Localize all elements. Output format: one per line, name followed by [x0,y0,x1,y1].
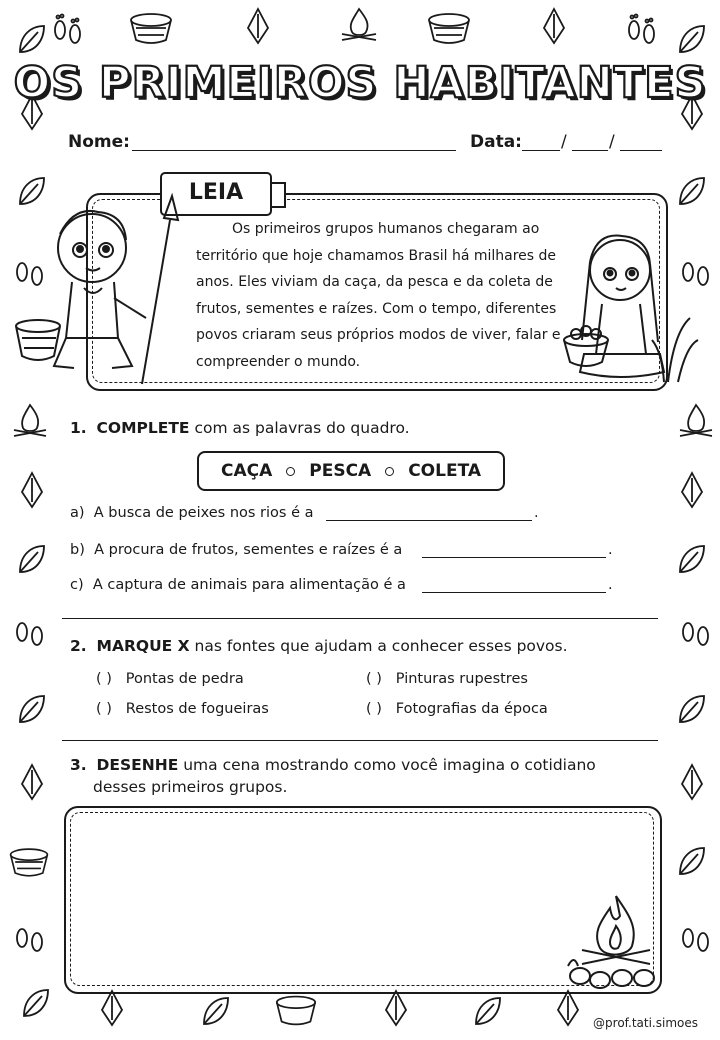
spearhead-icon [672,470,712,510]
leaf-icon [196,992,236,1032]
leaf-icon [12,540,52,580]
footprints-icon [622,10,662,50]
spearhead-icon [534,6,574,46]
campfire-illustration [566,892,666,996]
q1-answer-a-blank[interactable] [326,520,532,521]
checkbox-parentheses[interactable]: ( ) [96,701,112,717]
footprints-icon [676,612,716,652]
q1-item-b-end: . [608,542,613,558]
question-number: 1. [70,419,87,437]
name-label: Nome: [68,132,130,152]
leaf-icon [672,540,712,580]
word-bank-item: CAÇA [220,461,273,481]
date-year-field[interactable] [620,150,662,151]
spearhead-icon [376,988,416,1028]
footprints-icon [48,10,88,50]
word-bank-item: COLETA [408,461,482,481]
footprints-icon [10,612,50,652]
date-label: Data: [470,132,522,152]
question-keyword: MARQUE X [96,637,190,655]
option-label: Restos de fogueiras [125,701,269,717]
q1-answer-c-blank[interactable] [422,592,606,593]
leaf-icon [672,172,712,212]
checkbox-option[interactable] [366,701,548,717]
question-2-title [70,637,568,655]
question-text: com as palavras do quadro. [194,419,410,437]
option-label: Pinturas rupestres [395,671,528,687]
question-3-continuation: desses primeiros grupos. [93,778,288,796]
footprints-icon [10,918,50,958]
question-1-title [70,419,410,437]
checkbox-parentheses[interactable]: ( ) [366,701,382,717]
author-credit: @prof.tati.simoes [593,1016,698,1030]
question-keyword: COMPLETE [96,419,190,437]
q1-answer-b-blank[interactable] [422,557,606,558]
leaf-icon [468,992,508,1032]
q1-item-b: b) A procura de frutos, sementes e raízes é a [70,542,403,558]
basket-icon [126,8,176,48]
name-field[interactable] [132,150,456,151]
reading-text: Os primeiros grupos humanos chegaram ao território que hoje chamamos Brasil há milhares de anos. Eles viviam da caça, da pesca e da coleta de frutos, sementes e raízes. Com o tempo, diferentes povos criaram seus próprios modos de viver, falar e compreender o mundo. [196,221,561,370]
spearhead-icon [12,762,52,802]
spearhead-icon [238,6,278,46]
campfire-icon [336,6,382,46]
date-separator: / [561,132,567,152]
page-title: OS PRIMEIROS HABITANTES [13,58,707,108]
checkbox-parentheses[interactable]: ( ) [366,671,382,687]
basket-icon [6,842,52,882]
leaf-icon [672,842,712,882]
section-divider [62,740,658,741]
spearhead-icon [672,762,712,802]
question-keyword: DESENHE [96,756,179,774]
word-bank-item: PESCA [309,461,372,481]
checkbox-option[interactable] [366,671,528,687]
leaf-icon [672,20,712,60]
girl-with-basket-illustration [540,222,700,392]
checkbox-parentheses[interactable]: ( ) [96,671,112,687]
word-bank [197,451,505,491]
question-text: uma cena mostrando como você imagina o cotidiano [183,756,596,774]
question-text: nas fontes que ajudam a conhecer esses povos. [194,637,568,655]
date-separator: / [609,132,615,152]
leaf-icon [16,984,56,1024]
date-day-field[interactable] [522,150,560,151]
q1-item-c-end: . [608,577,613,593]
footprints-icon [676,918,716,958]
campfire-icon [676,402,716,442]
spearhead-icon [12,470,52,510]
checkbox-option[interactable] [96,671,244,687]
leaf-icon [12,20,52,60]
section-divider [62,618,658,619]
spearhead-icon [92,988,132,1028]
date-month-field[interactable] [572,150,608,151]
q1-item-c: c) A captura de animais para alimentação é a [70,577,406,593]
question-number: 2. [70,637,87,655]
checkbox-option[interactable] [96,701,269,717]
leaf-icon [12,690,52,730]
basket-icon [424,8,474,48]
leia-sign: LEIA [160,172,272,216]
q1-item-a: a) A busca de peixes nos rios é a [70,505,314,521]
bullet-circle-icon [385,467,394,476]
campfire-icon [10,402,50,442]
leaf-icon [672,690,712,730]
boy-with-spear-illustration [14,188,184,388]
basket-icon [272,990,320,1030]
option-label: Fotografias da época [395,701,548,717]
question-3-title [70,756,596,774]
option-label: Pontas de pedra [125,671,244,687]
question-number: 3. [70,756,87,774]
q1-item-a-end: . [534,505,539,521]
bullet-circle-icon [286,467,295,476]
